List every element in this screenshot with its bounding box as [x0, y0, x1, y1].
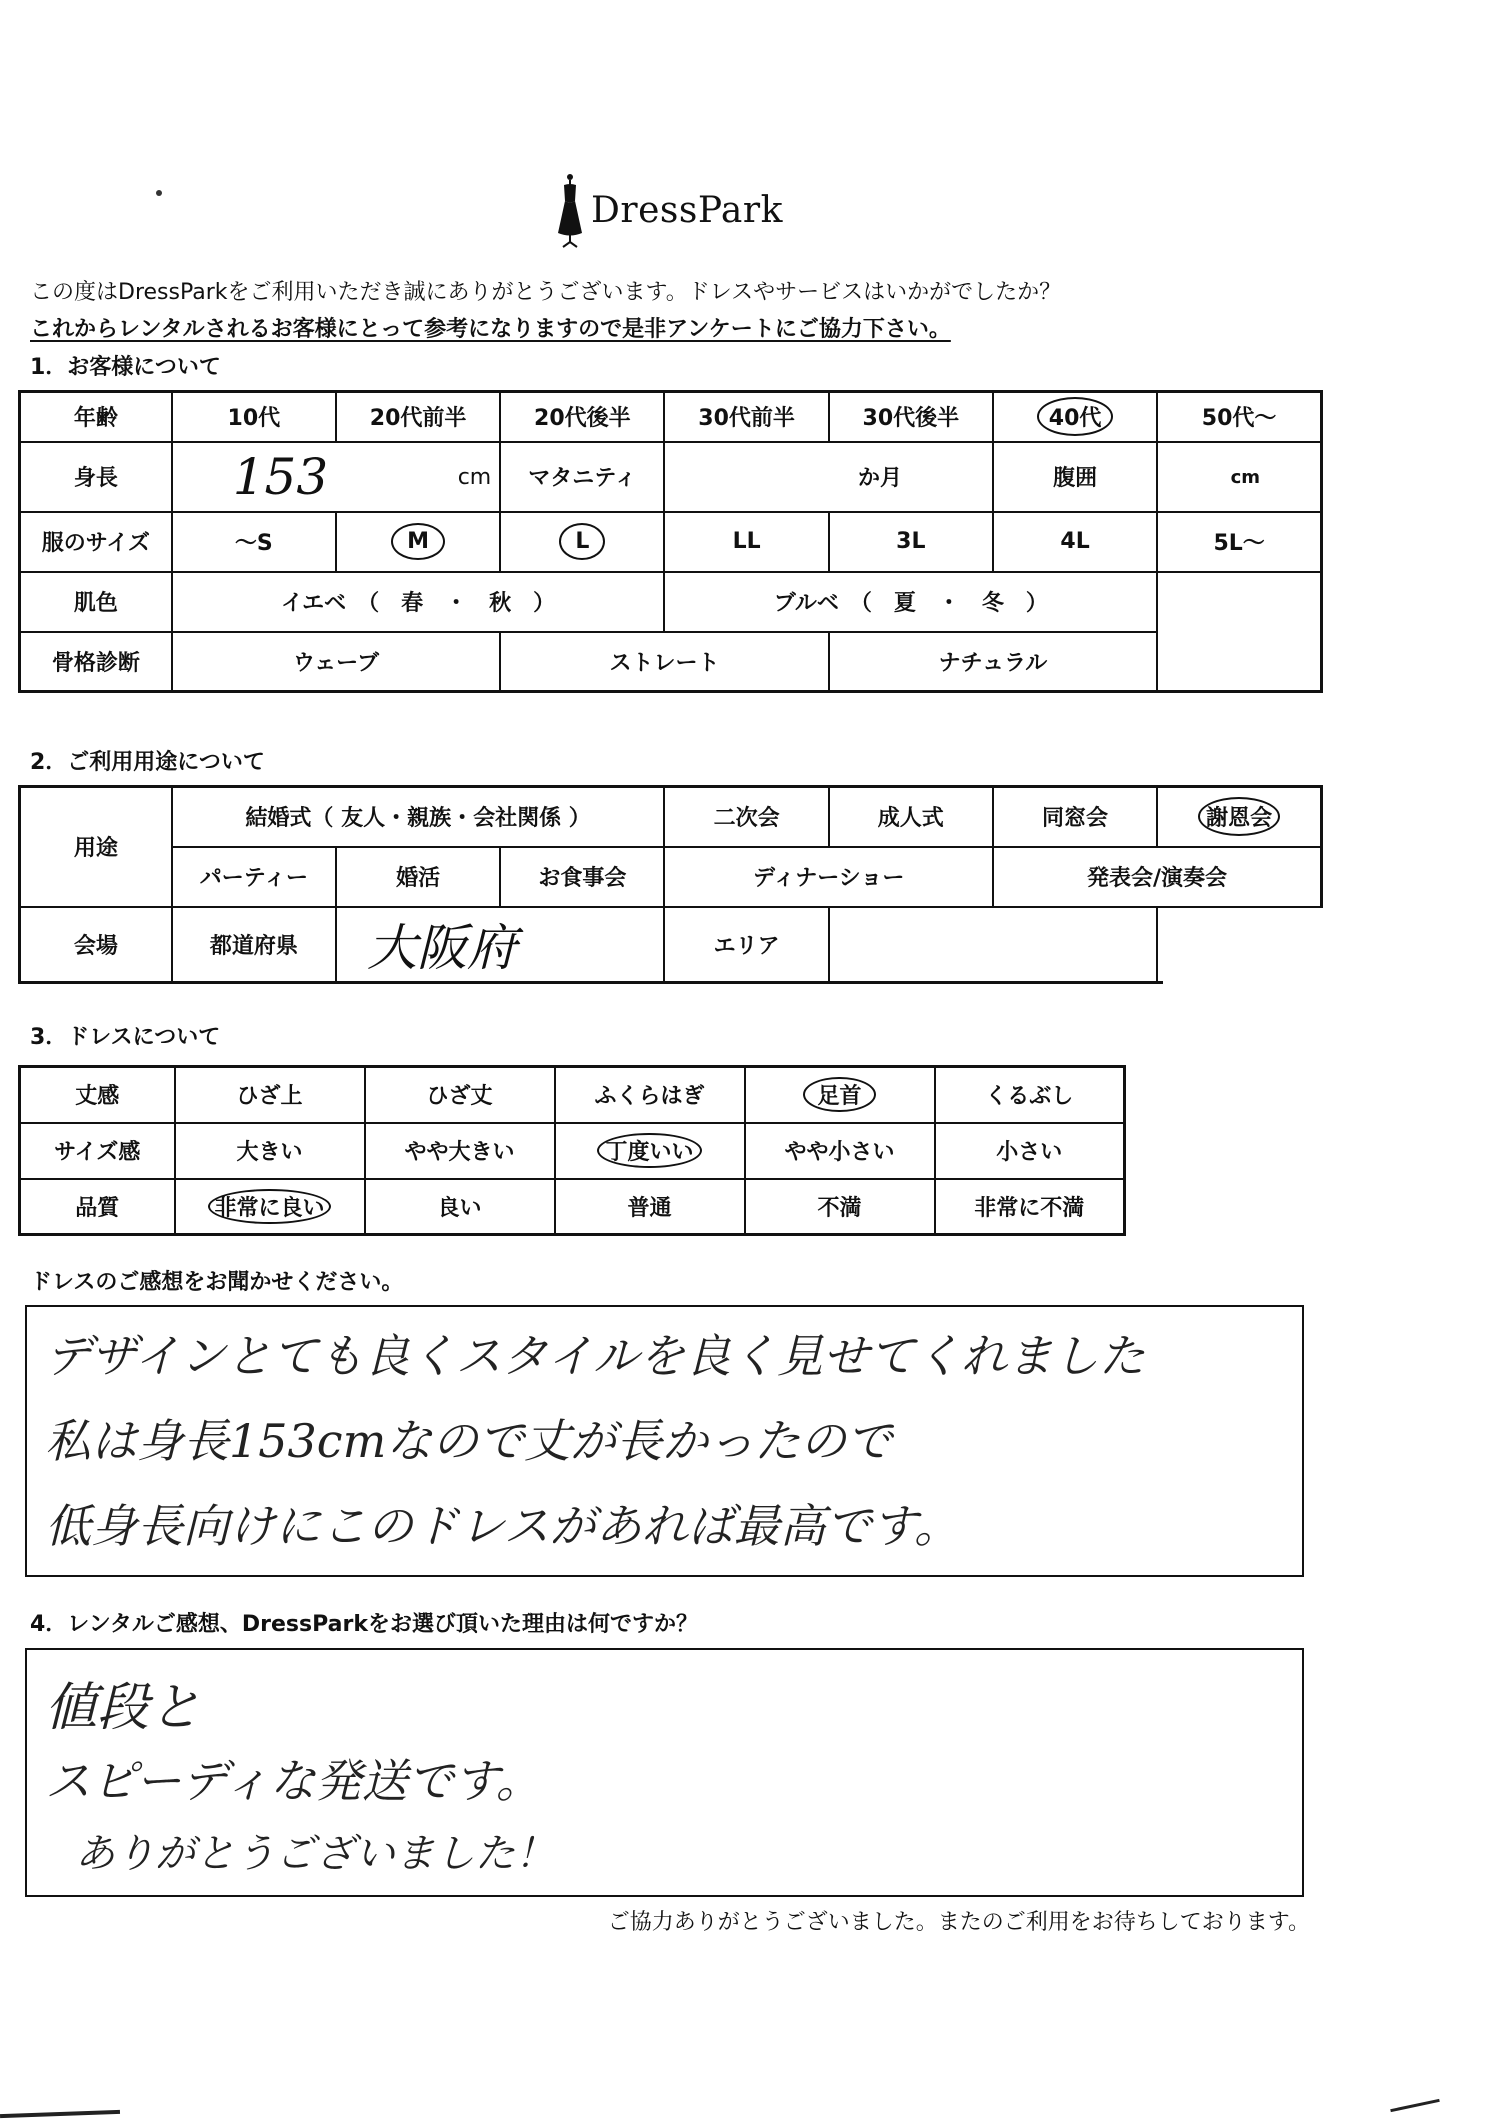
size-option-selected[interactable] — [336, 512, 500, 572]
purpose-option[interactable]: ディナーショー — [664, 847, 992, 907]
length-label: 丈感 — [20, 1067, 175, 1123]
quality-option[interactable]: 普通 — [555, 1179, 745, 1235]
fit-option-selected[interactable] — [555, 1123, 745, 1179]
empty-cell — [1157, 572, 1321, 632]
section3-title: 3．ドレスについて — [30, 1025, 221, 1050]
dress-comment-title: ドレスのご感想をお聞かせください。 — [30, 1270, 404, 1295]
size-option[interactable]: LL — [664, 512, 828, 572]
prefecture-label: 都道府県 — [172, 907, 336, 983]
size-option-selected[interactable] — [500, 512, 664, 572]
empty-cell — [1157, 632, 1321, 692]
fit-label: サイズ感 — [20, 1123, 175, 1179]
selection-circle: 足首 — [803, 1077, 875, 1112]
scan-artifact — [0, 2110, 120, 2118]
selection-circle: M — [391, 523, 445, 560]
age-option-selected[interactable] — [993, 392, 1157, 442]
length-option[interactable]: ふくらはぎ — [555, 1067, 745, 1123]
area-field[interactable] — [829, 907, 1157, 983]
size-option[interactable]: 4L — [993, 512, 1157, 572]
purpose-option[interactable]: 発表会/演奏会 — [993, 847, 1322, 907]
length-option[interactable]: ひざ上 — [175, 1067, 365, 1123]
dress-table — [18, 1065, 1126, 1236]
purpose-option[interactable]: 婚活 — [336, 847, 500, 907]
length-option[interactable]: ひざ丈 — [365, 1067, 555, 1123]
length-option[interactable]: くるぶし — [935, 1067, 1125, 1123]
customer-table — [18, 390, 1323, 693]
dress-comment-line: デザインとても良くスタイルを良く見せてくれました — [45, 1329, 1145, 1383]
length-option-selected[interactable] — [745, 1067, 935, 1123]
frame-option[interactable]: ナチュラル — [829, 632, 1158, 692]
scan-speck — [156, 190, 162, 196]
purpose-table — [18, 785, 1323, 984]
age-option[interactable]: 30代後半 — [829, 392, 993, 442]
venue-label: 会場 — [20, 907, 172, 983]
prefecture-field[interactable] — [336, 907, 665, 983]
purpose-option-selected[interactable] — [1157, 787, 1321, 847]
selection-circle: 40代 — [1037, 397, 1114, 436]
purpose-option[interactable]: 成人式 — [829, 787, 993, 847]
frame-option[interactable]: ウェーブ — [172, 632, 501, 692]
purpose-label: 用途 — [20, 787, 172, 907]
dress-comment-line: 低身長向けにこのドレスがあれば最高です。 — [45, 1499, 960, 1553]
size-option[interactable]: ～S — [172, 512, 336, 572]
prefecture-value: 大阪府 — [366, 919, 517, 978]
waist-unit: cm — [1230, 467, 1260, 488]
selection-circle: 丁度いい — [597, 1133, 701, 1168]
size-option[interactable]: 5L～ — [1157, 512, 1321, 572]
brand-name: DressPark — [591, 189, 783, 231]
age-option[interactable]: 30代前半 — [664, 392, 828, 442]
maternity-months-field[interactable] — [664, 442, 993, 512]
dress-icon — [555, 171, 585, 249]
area-label: エリア — [664, 907, 828, 983]
scan-artifact — [1390, 2099, 1440, 2112]
frame-label: 骨格診断 — [20, 632, 172, 692]
purpose-option[interactable]: 二次会 — [664, 787, 828, 847]
quality-option[interactable]: 不満 — [745, 1179, 935, 1235]
intro-text: この度はDressParkをご利用いただき誠にありがとうございます。ドレスやサービスはいかがでしたか？ — [30, 280, 1062, 305]
size-option[interactable]: 3L — [829, 512, 993, 572]
reason-comment-line: ありがとうございました！ — [75, 1831, 555, 1877]
quality-option[interactable]: 良い — [365, 1179, 555, 1235]
age-option[interactable]: 50代～ — [1157, 392, 1321, 442]
purpose-option[interactable]: 同窓会 — [993, 787, 1157, 847]
fit-option[interactable]: やや小さい — [745, 1123, 935, 1179]
section4-title: 4．レンタルご感想、DressParkをお選び頂いた理由は何ですか？ — [30, 1612, 698, 1637]
size-label: 服のサイズ — [20, 512, 172, 572]
skin-yellow-option[interactable]: イエベ （ 春 ・ 秋 ） — [172, 572, 665, 632]
purpose-option[interactable]: お食事会 — [500, 847, 664, 907]
height-field[interactable] — [172, 442, 501, 512]
purpose-option[interactable]: 結婚式（ 友人・親族・会社関係 ） — [172, 787, 665, 847]
closing-message: ご協力ありがとうございました。またのご利用をお待ちしております。 — [607, 1910, 1310, 1935]
months-unit: か月 — [857, 466, 902, 491]
waist-label: 腹囲 — [993, 442, 1157, 512]
section1-title: 1．お客様について — [30, 355, 221, 380]
table-notch-mask — [1163, 908, 1329, 998]
quality-option[interactable]: 非常に不満 — [935, 1179, 1125, 1235]
intro-request: これからレンタルされるお客様にとって参考になりますので是非アンケートにご協力下さい。 — [30, 317, 951, 342]
maternity-label: マタニティ — [500, 442, 664, 512]
selection-circle: 非常に良い — [208, 1189, 330, 1224]
height-value: 153 — [232, 447, 329, 506]
skin-blue-option[interactable]: ブルベ （ 夏 ・ 冬 ） — [664, 572, 1157, 632]
reason-comment-line: 値段と — [45, 1678, 202, 1738]
age-option[interactable]: 10代 — [172, 392, 336, 442]
height-label: 身長 — [20, 442, 172, 512]
section2-title: 2．ご利用用途について — [30, 750, 265, 775]
quality-label: 品質 — [20, 1179, 175, 1235]
selection-circle: L — [559, 523, 605, 560]
dress-comment-line: 私は身長153cmなので丈が長かったので — [45, 1414, 893, 1468]
reason-comment-line: スピーディな発送です。 — [45, 1754, 542, 1808]
brand-logo — [555, 170, 783, 250]
selection-circle: 謝恩会 — [1198, 797, 1280, 836]
skin-label: 肌色 — [20, 572, 172, 632]
age-label: 年齢 — [20, 392, 172, 442]
fit-option[interactable]: やや大きい — [365, 1123, 555, 1179]
frame-option[interactable]: ストレート — [500, 632, 829, 692]
fit-option[interactable]: 大きい — [175, 1123, 365, 1179]
fit-option[interactable]: 小さい — [935, 1123, 1125, 1179]
height-unit: cm — [457, 464, 492, 490]
purpose-option[interactable]: パーティー — [172, 847, 336, 907]
age-option[interactable]: 20代前半 — [336, 392, 500, 442]
waist-field[interactable] — [1157, 442, 1321, 512]
quality-option-selected[interactable] — [175, 1179, 365, 1235]
age-option[interactable]: 20代後半 — [500, 392, 664, 442]
